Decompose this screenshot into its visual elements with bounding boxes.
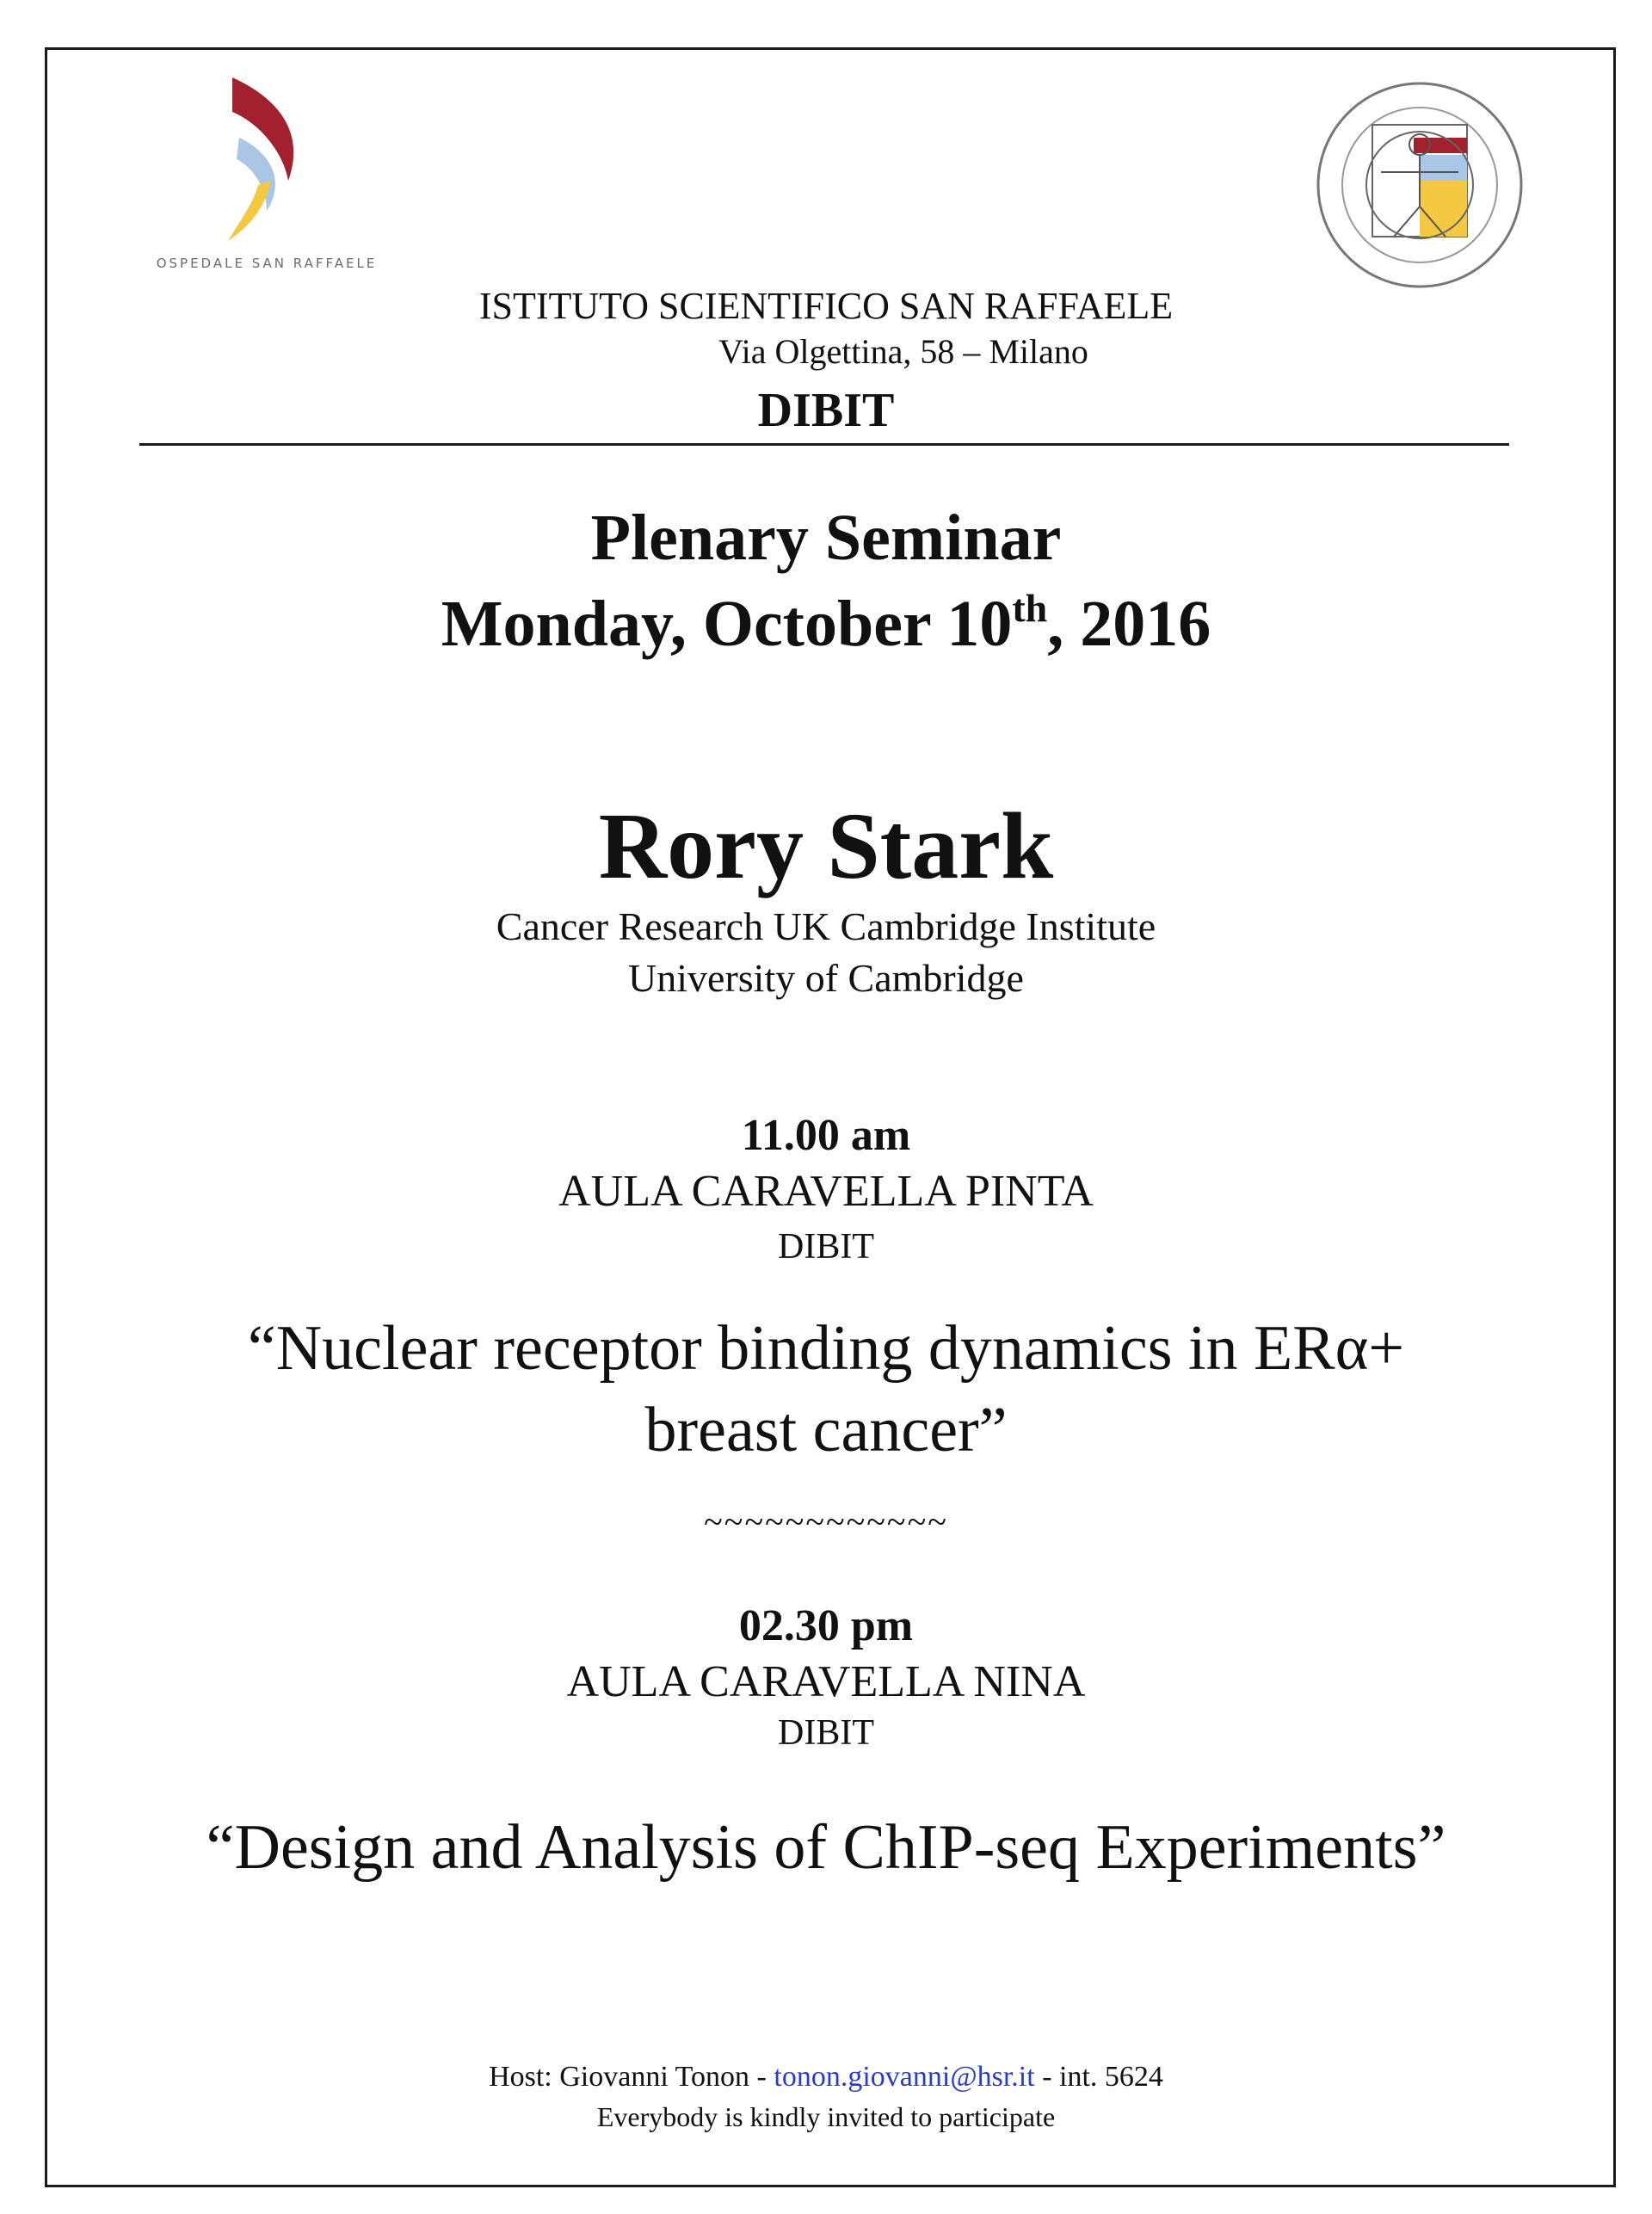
- university-seal-icon: [1312, 77, 1527, 293]
- university-seal: [1312, 77, 1527, 293]
- talk-1-building: DIBIT: [778, 1227, 874, 1267]
- header-dibit: DIBIT: [757, 384, 895, 437]
- ribbon-logo-icon: [215, 73, 318, 245]
- section-separator: ~~~~~~~~~~~~: [704, 1502, 948, 1541]
- date-main: Monday, October 10: [441, 588, 1013, 660]
- speaker-affiliation-2: University of Cambridge: [628, 956, 1024, 1000]
- seminar-type: Plenary Seminar: [590, 502, 1062, 574]
- talk-2-room: AULA CARAVELLA NINA: [566, 1657, 1086, 1706]
- host-email-link[interactable]: tonon.giovanni@hsr.it: [774, 2061, 1035, 2093]
- talk-2-title: “Design and Analysis of ChIP-seq Experiments”: [206, 1812, 1446, 1883]
- talk-2-time: 02.30 pm: [738, 1601, 914, 1650]
- talk-1-title-line-2: breast cancer”: [644, 1395, 1008, 1465]
- invitation-text: Everybody is kindly invited to participate: [596, 2101, 1056, 2132]
- date-year: , 2016: [1047, 588, 1211, 660]
- host-name: Host: Giovanni Tonon -: [489, 2061, 774, 2093]
- speaker-affiliation-1: Cancer Research UK Cambridge Institute: [496, 904, 1156, 948]
- header-divider: [139, 443, 1509, 446]
- talk-1-time: 11.00 am: [741, 1111, 911, 1160]
- speaker-name: Rory Stark: [598, 793, 1054, 898]
- host-extension: - int. 5624: [1034, 2061, 1163, 2093]
- ospedale-caption: OSPEDALE SAN RAFFAELE: [156, 256, 378, 271]
- talk-1-room: AULA CARAVELLA PINTA: [558, 1167, 1094, 1216]
- talk-1-title-line-1: “Nuclear receptor binding dynamics in ERα+: [247, 1313, 1405, 1384]
- seminar-date: [0, 587, 1652, 662]
- ospedale-logo: [138, 73, 396, 284]
- institute-address: Via Olgettina, 58 – Milano: [718, 332, 1088, 371]
- institute-name: ISTITUTO SCIENTIFICO SAN RAFFAELE: [478, 285, 1174, 327]
- host-line: [0, 2061, 1652, 2094]
- date-ordinal: th: [1012, 586, 1048, 630]
- talk-2-building: DIBIT: [778, 1713, 874, 1753]
